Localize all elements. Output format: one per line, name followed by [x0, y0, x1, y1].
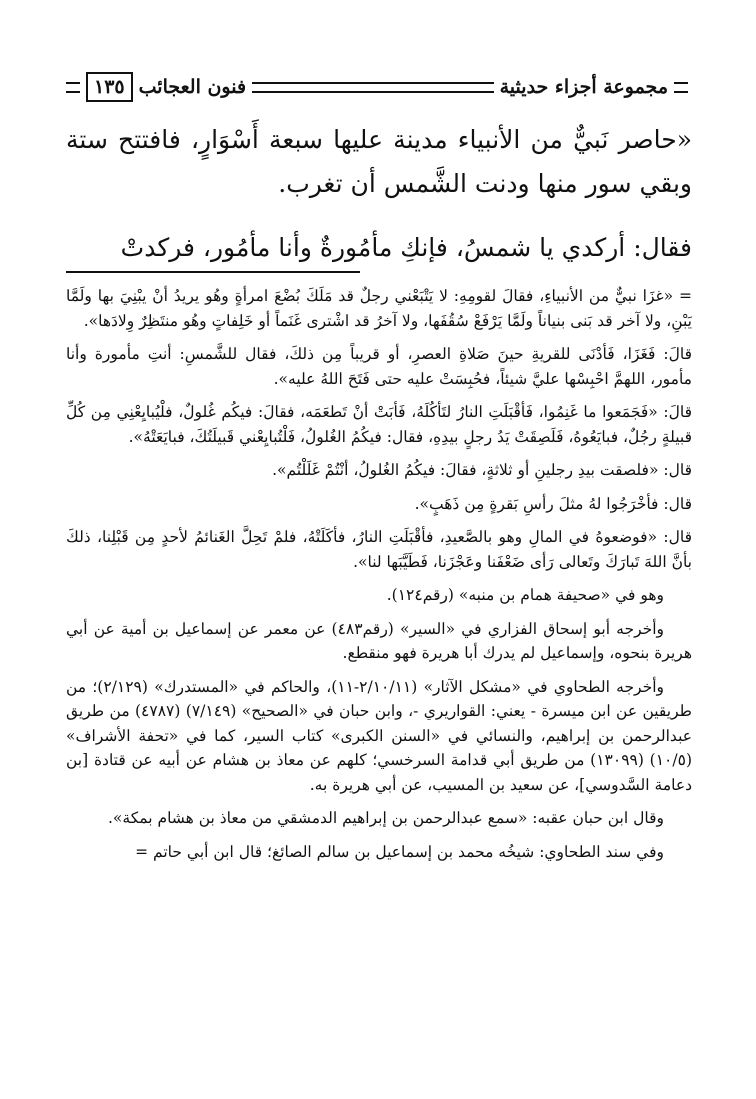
footnote-paragraph: قال: فأخْرَجُوا لهُ مثلَ رأسِ بَقرةٍ مِن ذَهَبٍ». — [414, 494, 692, 513]
footnote-paragraph: قالَ: «فَجَمَعوا ما غَنِمُوا، فَأقْبَلَتِ النارُ لتَأكُلَهُ، فَأبَتْ أنْ تَطعَمَه، فقالَ: فيكُم غُلولٌ، فلْيُبايِعْنِي مِن كُلِّ قبيلةٍ رجُلٌ، فبايَعُوهُ، فَلَصِقَتْ يَدُ رجلٍ بيدِهِ، فقال: فيكُمُ الغُلولُ، فَلْتُبايِعْني قَبيلَتُكَ، فبايَعَتْهُ». — [66, 403, 692, 446]
footnote-paragraph: وأخرجه الطحاوي في «مشكل الآثار» (٢/١٠/١١-١١)، والحاكم في «المستدرك» (٢/١٢٩)؛ من طريقين عن ابن ميسرة - يعني: القواريري -، وابن حبان في «الصحيح» (٧/١٤٩) (٤٧٨٧) من طريق عبدالرحمن بن إبراهيم، والنسائي في «السنن الكبرى» كتاب السير، كما في «تحفة الأشراف» (١٠/٥) (١٣٠٩٩) من طريق أبي قدامة السرخسي؛ كلهم عن معاذ بن هشام عن أبيه عن قتادة [بن دعامة السَّدوسي]، عن سعيد بن المسيب، عن أبي هريرة به. — [66, 677, 692, 794]
collection-title: مجموعة أجزاء حديثية — [499, 76, 668, 98]
header-rule — [252, 82, 494, 93]
header-rule — [66, 82, 80, 93]
footnotes — [66, 284, 692, 873]
footnote-paragraph: وأخرجه أبو إسحاق الفزاري في «السير» (رقم٤٨٣) عن معمر عن إسماعيل بن أمية عن أبي هريرة بنحوه، وإسماعيل لم يدرك أبا هريرة فهو منقطع. — [66, 619, 692, 662]
footnote-paragraph: قال: «فلصقت بيدِ رجلينِ أو ثلاثةٍ، فقالَ: فيكُمُ الغُلولُ، أنْتُمْ غَلَلْتُم». — [272, 461, 692, 479]
main-paragraph: «حاصر نَبيٌّ من الأنبياء مدينة عليها سبعة أَسْوَارٍ، فافتتح ستة وبقي سور منها ودنت الشَّمس أن تغرب. — [66, 125, 692, 198]
footnote-paragraph: وقال ابن حبان عقبه: «سمع عبدالرحمن بن إبراهيم الدمشقي من معاذ بن هشام بمكة». — [108, 809, 664, 827]
page-number: ١٣٥ — [86, 72, 133, 102]
footnote-separator — [66, 271, 360, 273]
book-title: فنون العجائب — [138, 76, 247, 98]
main-paragraph: فقال: أركدي يا شمسُ، فإنكِ مأمُورةٌ وأنا مأمُور، فركدتْ — [120, 233, 692, 262]
running-header — [66, 68, 688, 106]
footnote-paragraph: وفي سند الطحاوي: شيخُه محمد بن إسماعيل بن سالم الصائغ؛ قال ابن أبي حاتم = — [135, 842, 664, 861]
header-rule — [674, 82, 688, 93]
footnote-paragraph: = «غزَا نبيٌّ من الأنبياءِ، فقالَ لقومِهِ: لا يَتْبَعْني رجلٌ قد مَلَكَ بُضْعَ امرأةٍ وهُو يريدُ أنْ يبْنِيَ بها ولَمَّا يَبْنِ، ولا آخر قد بَنى بنياناً ولَمَّا يَرْفَعْ سُقُفَها، ولا آخرُ قد اشْترى غَنَماً أو خَلِفاتٍ وهُو منتَظِرٌ وِلادَها». — [66, 287, 692, 330]
footnote-paragraph: قالَ: فَغَزَا، فَأدْنَى للقريةِ حينَ صَلاةِ العصرِ، أو قريباً مِن ذلكَ، فقال للشَّمسِ: أنتِ مأمورة وأنا مأمور، اللهمَّ احْبِسْها عليَّ شيئاً، فحُبِسَتْ عليه حتى فَتَحَ اللهُ عليه». — [66, 345, 692, 388]
footnote-paragraph: وهو في «صحيفة همام بن منبه» (رقم١٢٤). — [386, 586, 664, 604]
main-text — [66, 118, 692, 270]
footnote-paragraph: قال: «فوضعوهُ في المالِ وهو بالصَّعيدِ، فأقْبَلَتِ النارُ، فأكَلَتْهُ، فلمْ تَحِلَّ الغَنائمُ لأحدٍ مِن قَبْلِنا، ذلكَ بأنَّ اللهَ تَبارَكَ وتَعالى رَأى ضَعْفَنا وعَجْزَنا، فَطَيَّبَها لنا». — [66, 528, 692, 571]
